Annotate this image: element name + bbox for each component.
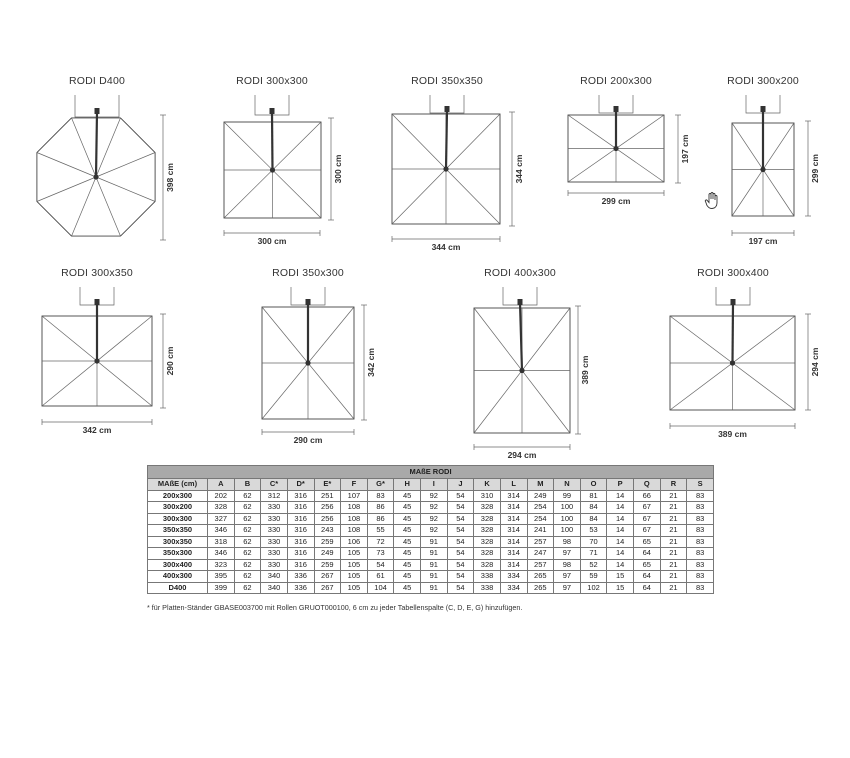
table-cell: 21 [660, 582, 687, 594]
table-cell: 83 [687, 559, 714, 571]
table-cell: 21 [660, 536, 687, 548]
table-cell: 399 [208, 582, 235, 594]
dimension-label: 290 cm [293, 435, 323, 445]
table-cell: 15 [607, 582, 634, 594]
table-cell: 91 [421, 536, 448, 548]
table-cell: 328 [474, 513, 501, 525]
table-cell: 318 [208, 536, 235, 548]
diagram-title: RODI 400x300 [484, 267, 556, 279]
table-cell: 61 [367, 571, 394, 583]
table-header-row [148, 479, 714, 491]
table-cell: 254 [527, 502, 554, 514]
canopy-hub [270, 167, 275, 172]
diagram-title: RODI 350x300 [272, 267, 344, 279]
table-cell: 102 [580, 582, 607, 594]
table-header-cell: B [234, 479, 261, 491]
table-cell: 14 [607, 536, 634, 548]
table-cell: 14 [607, 559, 634, 571]
diagram-rodi-300x300 [224, 75, 343, 246]
table-cell: 340 [261, 582, 288, 594]
table-cell: 340 [261, 571, 288, 583]
table-cell: 265 [527, 571, 554, 583]
table-cell: 314 [500, 536, 527, 548]
table-header-cell: K [474, 479, 501, 491]
table-cell: 67 [634, 502, 661, 514]
table-cell: 100 [554, 525, 581, 537]
table-header-cell: H [394, 479, 421, 491]
table-cell: 314 [500, 513, 527, 525]
table-row [148, 559, 714, 571]
table-cell: 257 [527, 559, 554, 571]
table-cell: 312 [261, 490, 288, 502]
table-cell: 92 [421, 502, 448, 514]
pole-head [614, 106, 619, 112]
table-cell: 97 [554, 548, 581, 560]
table-cell: 21 [660, 490, 687, 502]
dimension-label: 389 cm [718, 429, 747, 439]
table-cell: 346 [208, 548, 235, 560]
table-cell: 310 [474, 490, 501, 502]
table-cell: 62 [234, 548, 261, 560]
table-cell: 241 [527, 525, 554, 537]
table-cell: 62 [234, 490, 261, 502]
table-cell: 53 [580, 525, 607, 537]
table-row [148, 490, 714, 502]
dimension-label: 342 cm [366, 348, 376, 377]
table-cell: 64 [634, 548, 661, 560]
pole-head [445, 106, 450, 112]
dimension-label: 294 cm [507, 450, 537, 460]
table-header-cell: L [500, 479, 527, 491]
table-row [148, 525, 714, 537]
table-cell: 314 [500, 490, 527, 502]
table-cell: 81 [580, 490, 607, 502]
table-cell: 65 [634, 536, 661, 548]
table-header-cell: C* [261, 479, 288, 491]
table-cell: 338 [474, 582, 501, 594]
dimension-label: 344 cm [431, 242, 461, 252]
table-cell: 336 [287, 582, 314, 594]
diagram-title: RODI 300x200 [727, 75, 799, 87]
diagram-rodi-400x300 [474, 267, 590, 460]
umbrella-pole [733, 303, 734, 363]
table-cell: 54 [447, 536, 474, 548]
table-cell: 99 [554, 490, 581, 502]
table-header-cell: M [527, 479, 554, 491]
table-cell: 64 [634, 582, 661, 594]
umbrella-pole [96, 112, 97, 177]
diagram-title: RODI 350x350 [411, 75, 483, 87]
table-row [148, 536, 714, 548]
table-row [148, 548, 714, 560]
diagram-rodi-300x200 [727, 75, 820, 246]
table-cell: 45 [394, 536, 421, 548]
table-cell: 243 [314, 525, 341, 537]
table-cell: 316 [287, 490, 314, 502]
diagram-title: RODI 300x400 [697, 267, 769, 279]
diagram-rodi-300x350 [42, 267, 175, 435]
table-row-label: D400 [148, 582, 208, 594]
table-cell: 330 [261, 559, 288, 571]
table-cell: 314 [500, 502, 527, 514]
pole-head [306, 299, 311, 305]
table-cell: 84 [580, 513, 607, 525]
table-cell: 83 [687, 536, 714, 548]
table-header-cell: Q [634, 479, 661, 491]
canopy-hub [93, 174, 98, 179]
dimension-label: 342 cm [82, 425, 112, 435]
table-cell: 330 [261, 502, 288, 514]
table-cell: 52 [580, 559, 607, 571]
table-cell: 202 [208, 490, 235, 502]
table-cell: 86 [367, 502, 394, 514]
diagram-rodi-d400 [37, 75, 175, 240]
table-cell: 106 [341, 536, 368, 548]
table-cell: 328 [474, 548, 501, 560]
table-cell: 83 [687, 513, 714, 525]
table-row [148, 513, 714, 525]
table-cell: 97 [554, 582, 581, 594]
table-cell: 45 [394, 582, 421, 594]
diagram-rodi-300x400 [670, 267, 820, 439]
table-header-cell: S [687, 479, 714, 491]
table-header-cell: E* [314, 479, 341, 491]
table-cell: 21 [660, 548, 687, 560]
table-cell: 62 [234, 536, 261, 548]
table-title: MAßE RODI [148, 466, 714, 479]
table-cell: 83 [687, 490, 714, 502]
diagram-rodi-200x300 [568, 75, 690, 206]
dimension-label: 294 cm [810, 347, 820, 377]
table-cell: 316 [287, 548, 314, 560]
table-cell: 105 [341, 559, 368, 571]
canopy-hub [94, 358, 99, 363]
table-cell: 314 [500, 525, 527, 537]
canopy-hub [730, 360, 735, 365]
table-cell: 336 [287, 571, 314, 583]
table-cell: 334 [500, 571, 527, 583]
table-cell: 84 [580, 502, 607, 514]
table-cell: 105 [341, 571, 368, 583]
table-cell: 328 [474, 559, 501, 571]
canopy-hub [305, 360, 310, 365]
table-cell: 338 [474, 571, 501, 583]
dimension-label: 300 cm [333, 154, 343, 184]
table-row [148, 571, 714, 583]
table-cell: 62 [234, 513, 261, 525]
dimension-label: 299 cm [601, 196, 631, 206]
table-cell: 395 [208, 571, 235, 583]
table-cell: 45 [394, 548, 421, 560]
pole-head [731, 299, 736, 305]
canopy-hub [443, 166, 448, 171]
table-cell: 316 [287, 502, 314, 514]
table-row-label: 300x300 [148, 513, 208, 525]
table-cell: 45 [394, 571, 421, 583]
table-cell: 54 [367, 559, 394, 571]
table-cell: 328 [208, 502, 235, 514]
table-cell: 91 [421, 548, 448, 560]
table-cell: 67 [634, 513, 661, 525]
table-cell: 98 [554, 536, 581, 548]
table-header-cell: J [447, 479, 474, 491]
table-cell: 267 [314, 571, 341, 583]
pole-head [95, 108, 100, 114]
table-cell: 316 [287, 525, 314, 537]
table-cell: 100 [554, 513, 581, 525]
table-cell: 254 [527, 513, 554, 525]
table-cell: 54 [447, 548, 474, 560]
footnote: * für Platten-Ständer GBASE003700 mit Rollen GRUOT000100, 6 cm zu jeder Tabellenspalte (C, D, E, G) hinzufügen. [147, 603, 523, 612]
table-cell: 45 [394, 513, 421, 525]
table-cell: 59 [580, 571, 607, 583]
table-cell: 83 [687, 582, 714, 594]
dimensions-table-wrapper [147, 465, 714, 594]
table-cell: 330 [261, 525, 288, 537]
table-cell: 83 [687, 525, 714, 537]
umbrella-pole [272, 112, 273, 170]
table-cell: 247 [527, 548, 554, 560]
pole-head [95, 299, 100, 305]
umbrella-pole [446, 110, 447, 169]
table-cell: 107 [341, 490, 368, 502]
table-cell: 45 [394, 559, 421, 571]
table-cell: 67 [634, 525, 661, 537]
table-row-label: 300x350 [148, 536, 208, 548]
table-cell: 108 [341, 513, 368, 525]
table-cell: 54 [447, 513, 474, 525]
table-cell: 83 [367, 490, 394, 502]
table-row-label: 300x200 [148, 502, 208, 514]
table-cell: 54 [447, 571, 474, 583]
table-cell: 108 [341, 525, 368, 537]
hand-cursor-icon [704, 192, 720, 215]
table-cell: 91 [421, 582, 448, 594]
table-cell: 316 [287, 513, 314, 525]
table-cell: 92 [421, 490, 448, 502]
table-body [148, 490, 714, 594]
table-header-cell: G* [367, 479, 394, 491]
table-cell: 14 [607, 513, 634, 525]
table-header-cell: N [554, 479, 581, 491]
table-cell: 15 [607, 571, 634, 583]
table-header-cell: F [341, 479, 368, 491]
table-cell: 45 [394, 502, 421, 514]
diagram-title: RODI 200x300 [580, 75, 652, 87]
canopy-hub [760, 167, 765, 172]
table-cell: 314 [500, 559, 527, 571]
table-row-label: 350x350 [148, 525, 208, 537]
table-row [148, 502, 714, 514]
pole-head [761, 106, 766, 112]
dimension-label: 300 cm [257, 236, 287, 246]
table-cell: 54 [447, 559, 474, 571]
table-cell: 54 [447, 502, 474, 514]
table-cell: 91 [421, 559, 448, 571]
table-cell: 54 [447, 582, 474, 594]
table-cell: 83 [687, 571, 714, 583]
table-header-label: MAßE (cm) [148, 479, 208, 491]
table-cell: 259 [314, 559, 341, 571]
table-cell: 14 [607, 525, 634, 537]
table-cell: 314 [500, 548, 527, 560]
table-cell: 54 [447, 525, 474, 537]
table-cell: 105 [341, 548, 368, 560]
table-cell: 62 [234, 559, 261, 571]
table-cell: 45 [394, 490, 421, 502]
dimension-label: 290 cm [165, 346, 175, 376]
table-header-cell: O [580, 479, 607, 491]
table-cell: 330 [261, 548, 288, 560]
table-cell: 330 [261, 513, 288, 525]
table-cell: 73 [367, 548, 394, 560]
table-header-cell: R [660, 479, 687, 491]
table-cell: 316 [287, 559, 314, 571]
table-cell: 97 [554, 571, 581, 583]
table-cell: 14 [607, 548, 634, 560]
table-cell: 259 [314, 536, 341, 548]
dimensions-table [147, 465, 714, 594]
table-cell: 98 [554, 559, 581, 571]
table-cell: 62 [234, 571, 261, 583]
table-cell: 327 [208, 513, 235, 525]
table-cell: 104 [367, 582, 394, 594]
table-cell: 328 [474, 525, 501, 537]
table-cell: 66 [634, 490, 661, 502]
table-row-label: 350x300 [148, 548, 208, 560]
table-cell: 14 [607, 490, 634, 502]
diagram-rodi-350x350 [392, 75, 524, 252]
diagram-title: RODI 300x350 [61, 267, 133, 279]
canopy-hub [613, 146, 618, 151]
table-cell: 21 [660, 559, 687, 571]
table-cell: 323 [208, 559, 235, 571]
table-cell: 108 [341, 502, 368, 514]
table-cell: 65 [634, 559, 661, 571]
table-header-cell: D* [287, 479, 314, 491]
table-cell: 265 [527, 582, 554, 594]
diagram-title: RODI D400 [68, 75, 126, 87]
dimension-label: 398 cm [165, 163, 175, 192]
table-row-label: 200x300 [148, 490, 208, 502]
table-cell: 21 [660, 513, 687, 525]
dimension-label: 197 cm [680, 134, 690, 164]
table-cell: 54 [447, 490, 474, 502]
table-cell: 346 [208, 525, 235, 537]
table-cell: 267 [314, 582, 341, 594]
table-header-cell: I [421, 479, 448, 491]
table-cell: 21 [660, 502, 687, 514]
table-cell: 328 [474, 536, 501, 548]
table-cell: 249 [527, 490, 554, 502]
table-cell: 62 [234, 502, 261, 514]
table-cell: 45 [394, 525, 421, 537]
table-cell: 256 [314, 502, 341, 514]
diagram-title: RODI 300x300 [236, 75, 308, 87]
table-row-label: 400x300 [148, 571, 208, 583]
table-row [148, 582, 714, 594]
table-cell: 328 [474, 502, 501, 514]
table-cell: 330 [261, 536, 288, 548]
table-cell: 21 [660, 571, 687, 583]
table-cell: 91 [421, 571, 448, 583]
table-cell: 316 [287, 536, 314, 548]
table-cell: 86 [367, 513, 394, 525]
table-cell: 21 [660, 525, 687, 537]
table-cell: 92 [421, 513, 448, 525]
table-cell: 83 [687, 502, 714, 514]
pole-head [518, 299, 523, 305]
table-cell: 257 [527, 536, 554, 548]
table-cell: 62 [234, 525, 261, 537]
table-cell: 105 [341, 582, 368, 594]
table-cell: 62 [234, 582, 261, 594]
table-cell: 64 [634, 571, 661, 583]
table-cell: 251 [314, 490, 341, 502]
dimension-label: 197 cm [748, 236, 778, 246]
table-cell: 334 [500, 582, 527, 594]
table-cell: 55 [367, 525, 394, 537]
table-cell: 256 [314, 513, 341, 525]
table-cell: 14 [607, 502, 634, 514]
diagram-rodi-350x300 [262, 267, 376, 445]
dimension-label: 389 cm [580, 355, 590, 385]
table-cell: 70 [580, 536, 607, 548]
table-cell: 83 [687, 548, 714, 560]
table-cell: 72 [367, 536, 394, 548]
table-row-label: 300x400 [148, 559, 208, 571]
table-cell: 249 [314, 548, 341, 560]
dimension-label: 299 cm [810, 154, 820, 183]
table-cell: 92 [421, 525, 448, 537]
pole-head [270, 108, 275, 114]
table-header-cell: A [208, 479, 235, 491]
canopy-hub [519, 368, 524, 373]
table-cell: 100 [554, 502, 581, 514]
table-header-cell: P [607, 479, 634, 491]
table-cell: 71 [580, 548, 607, 560]
dimension-label: 344 cm [514, 154, 524, 184]
